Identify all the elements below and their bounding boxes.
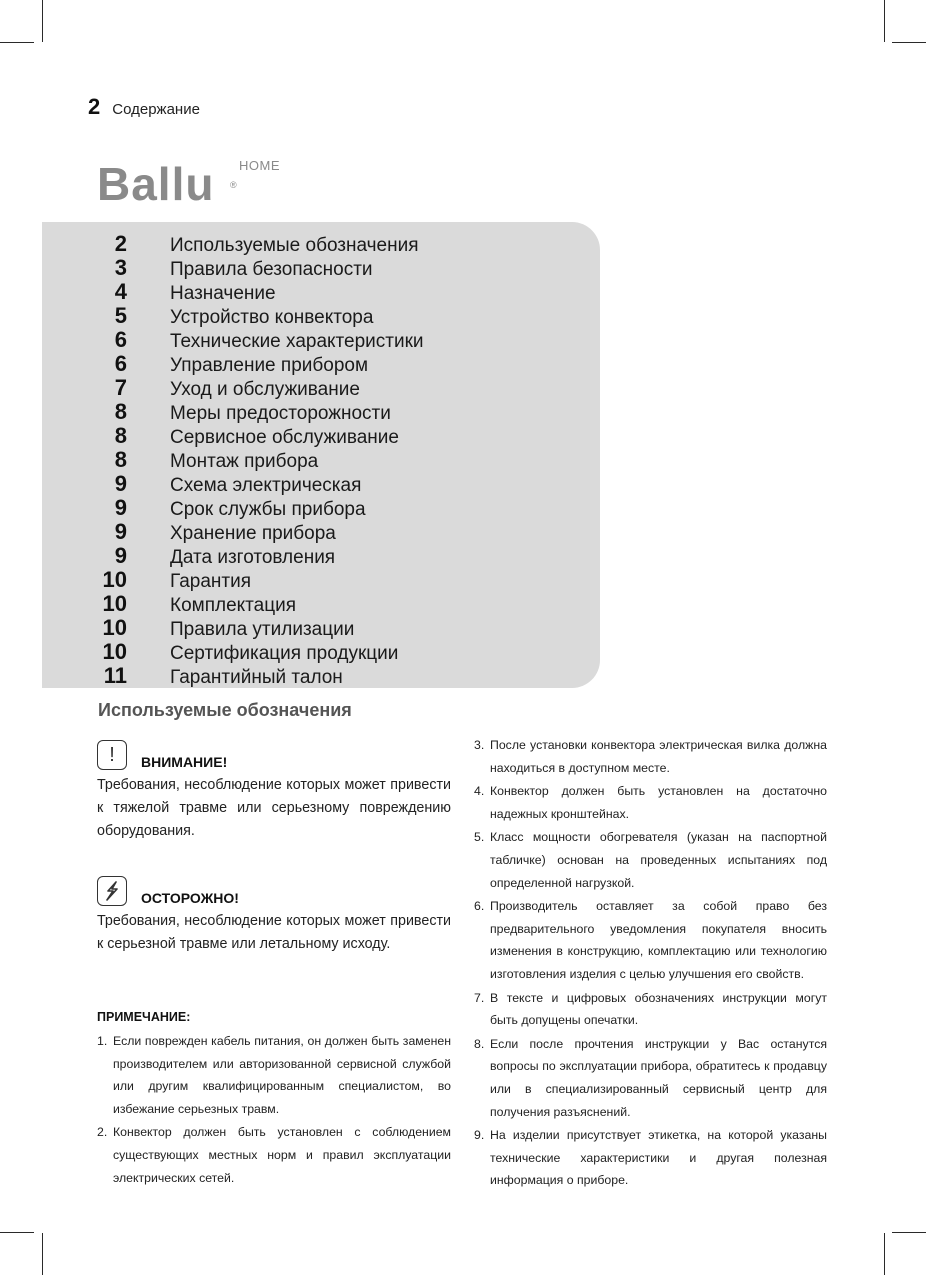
warning-text: Требования, несоблюдение которых может привести к тяжелой травме или серьезному повреждению оборудования. bbox=[97, 777, 451, 839]
note-item-text: После установки конвектора электрическая вилка должна находиться в доступном месте. bbox=[490, 738, 827, 775]
toc-page-number: 8 bbox=[114, 423, 127, 448]
toc-page-number: 8 bbox=[114, 399, 127, 424]
toc-entry-title: Схема электрическая bbox=[170, 475, 362, 496]
toc-page-number: 8 bbox=[114, 447, 127, 472]
toc-row bbox=[100, 616, 424, 640]
note-item-text: Если поврежден кабель питания, он должен быть заменен производителем или авторизованной сервисной службой или другим квалифицированным специалистом, во избежание серьезных травм. bbox=[113, 1034, 451, 1116]
crop-mark bbox=[42, 1233, 43, 1275]
crop-mark bbox=[42, 0, 43, 42]
warning-notice bbox=[97, 740, 451, 843]
note-item bbox=[474, 1124, 827, 1192]
toc-row bbox=[100, 352, 424, 376]
toc-entry-title: Хранение прибора bbox=[170, 523, 336, 544]
toc-entry-title: Срок службы прибора bbox=[170, 499, 366, 520]
toc-page-number: 4 bbox=[114, 279, 127, 304]
toc-row bbox=[100, 496, 424, 520]
note-item bbox=[474, 734, 827, 779]
toc-row bbox=[100, 472, 424, 496]
toc-page-number: 10 bbox=[102, 615, 127, 640]
toc-entry-title: Правила безопасности bbox=[170, 259, 373, 280]
caution-notice bbox=[97, 876, 451, 956]
toc-entry-title: Назначение bbox=[170, 283, 276, 304]
warning-header bbox=[97, 740, 451, 770]
toc-entry-title: Управление прибором bbox=[170, 355, 369, 376]
toc-page-number: 11 bbox=[103, 663, 127, 688]
note-list-left bbox=[97, 1030, 451, 1190]
toc-row bbox=[100, 544, 424, 568]
toc-row bbox=[100, 424, 424, 448]
note-item-text: В тексте и цифровых обозначениях инструкции могут быть допущены опечатки. bbox=[490, 990, 827, 1028]
crop-mark bbox=[892, 42, 926, 43]
note-item-number: 8. bbox=[474, 1036, 485, 1051]
toc-page-number: 9 bbox=[114, 543, 127, 568]
note-item-text: Конвектор должен быть установлен с соблюдением существующих местных норм и правил эксплуатации электрических сетей. bbox=[113, 1125, 451, 1185]
toc-page-number: 7 bbox=[114, 375, 127, 400]
crop-mark bbox=[884, 0, 885, 42]
toc-row bbox=[100, 640, 424, 664]
toc-row bbox=[100, 232, 424, 256]
note-item-number: 7. bbox=[474, 990, 485, 1005]
toc-entry-title: Технические характеристики bbox=[170, 331, 424, 352]
note-item bbox=[97, 1030, 451, 1120]
toc-page-number: 9 bbox=[114, 495, 127, 520]
note-item bbox=[474, 1033, 827, 1123]
toc-entry-title: Сертификация продукции bbox=[170, 643, 399, 664]
note-list-right bbox=[474, 734, 827, 1193]
toc-entry-title: Комплектация bbox=[170, 595, 297, 616]
note-item-text: Класс мощности обогревателя (указан на паспортной табличке) основан на проведенных испытаниях под определенной нагрузкой. bbox=[490, 830, 827, 890]
toc-row bbox=[100, 256, 424, 280]
section-title: Используемые обозначения bbox=[98, 700, 352, 720]
note-item bbox=[97, 1121, 451, 1189]
toc-entry-title: Гарантия bbox=[170, 571, 252, 592]
toc-entry-title: Дата изготовления bbox=[170, 547, 336, 568]
toc-row bbox=[100, 400, 424, 424]
toc-page-number: 2 bbox=[114, 231, 127, 256]
note-item-number: 2. bbox=[97, 1125, 108, 1140]
toc-row bbox=[100, 664, 424, 688]
note-item bbox=[474, 987, 827, 1032]
crop-mark bbox=[0, 42, 34, 43]
toc-page-number: 9 bbox=[114, 471, 127, 496]
note-item-number: 4. bbox=[474, 784, 485, 799]
note-item-text: На изделии присутствует этикетка, на которой указаны технические характеристики и другая полезная информация о приборе. bbox=[490, 1128, 827, 1188]
toc-row bbox=[100, 520, 424, 544]
note-title: ПРИМЕЧАНИЕ: bbox=[97, 1010, 191, 1024]
caution-text: Требования, несоблюдение которых может привести к серьезной травме или летальному исходу. bbox=[97, 913, 451, 952]
note-item bbox=[474, 895, 827, 985]
table-of-contents bbox=[42, 222, 600, 688]
toc-page-number: 10 bbox=[102, 567, 127, 592]
lightning-icon bbox=[97, 876, 127, 906]
toc-entry-title: Уход и обслуживание bbox=[170, 379, 360, 400]
logo-wordmark: Ballu bbox=[97, 158, 215, 210]
toc-page-number: 6 bbox=[114, 327, 127, 352]
crop-mark bbox=[884, 1233, 885, 1275]
note-item-number: 5. bbox=[474, 830, 485, 845]
note-item bbox=[474, 826, 827, 894]
toc-page-number: 10 bbox=[102, 639, 127, 664]
toc-page-number: 3 bbox=[114, 255, 127, 280]
lightning-icon-svg bbox=[101, 880, 123, 902]
toc-page-number: 5 bbox=[114, 303, 127, 328]
toc-entry-title: Устройство конвектора bbox=[170, 307, 374, 328]
toc-row bbox=[100, 448, 424, 472]
toc-page-number: 6 bbox=[114, 351, 127, 376]
toc-entry-title: Правила утилизации bbox=[170, 619, 355, 640]
toc-row bbox=[100, 592, 424, 616]
toc-row bbox=[100, 568, 424, 592]
caution-header bbox=[97, 876, 451, 906]
logo-home-label: HOME bbox=[239, 158, 280, 173]
note-item-number: 3. bbox=[474, 738, 485, 752]
toc-row bbox=[100, 280, 424, 304]
note-item-text: Производитель оставляет за собой право без предварительного уведомления покупателя вносить изменения в конструкцию, комплектацию или технологию изготовления изделия с целью улучшения его свойств. bbox=[490, 899, 827, 981]
note-item-number: 1. bbox=[97, 1034, 108, 1048]
toc-page-number: 9 bbox=[114, 519, 127, 544]
toc-entry-title: Меры предосторожности bbox=[170, 403, 391, 424]
toc-entry-title: Гарантийный талон bbox=[170, 667, 343, 688]
note-item-number: 6. bbox=[474, 899, 485, 914]
note-item bbox=[474, 780, 827, 825]
exclamation-icon: ! bbox=[97, 740, 127, 770]
ballu-home-logo bbox=[97, 158, 280, 214]
note-item-text: Если после прочтения инструкции у Вас останутся вопросы по эксплуатации прибора, обратитесь к продавцу или в специализированный сервисный центр для получения разъяснений. bbox=[490, 1036, 827, 1119]
crop-mark bbox=[0, 1232, 34, 1233]
toc-entry-title: Монтаж прибора bbox=[170, 451, 319, 472]
toc-page-number: 10 bbox=[102, 591, 127, 616]
toc-entry-title: Сервисное обслуживание bbox=[170, 427, 399, 448]
page-title: Содержание bbox=[112, 101, 200, 118]
page-number: 2 bbox=[88, 94, 101, 119]
crop-mark bbox=[892, 1232, 926, 1233]
caution-title: ОСТОРОЖНО! bbox=[141, 890, 239, 906]
warning-title: ВНИМАНИЕ! bbox=[141, 754, 228, 770]
note-item-number: 9. bbox=[474, 1128, 485, 1143]
toc-row bbox=[100, 376, 424, 400]
registered-mark: ® bbox=[230, 180, 237, 190]
toc-list bbox=[100, 232, 424, 688]
page-header bbox=[88, 94, 200, 120]
toc-entry-title: Используемые обозначения bbox=[170, 235, 419, 256]
toc-row bbox=[100, 304, 424, 328]
toc-row bbox=[100, 328, 424, 352]
note-item-text: Конвектор должен быть установлен на достаточно надежных кронштейнах. bbox=[490, 784, 827, 821]
